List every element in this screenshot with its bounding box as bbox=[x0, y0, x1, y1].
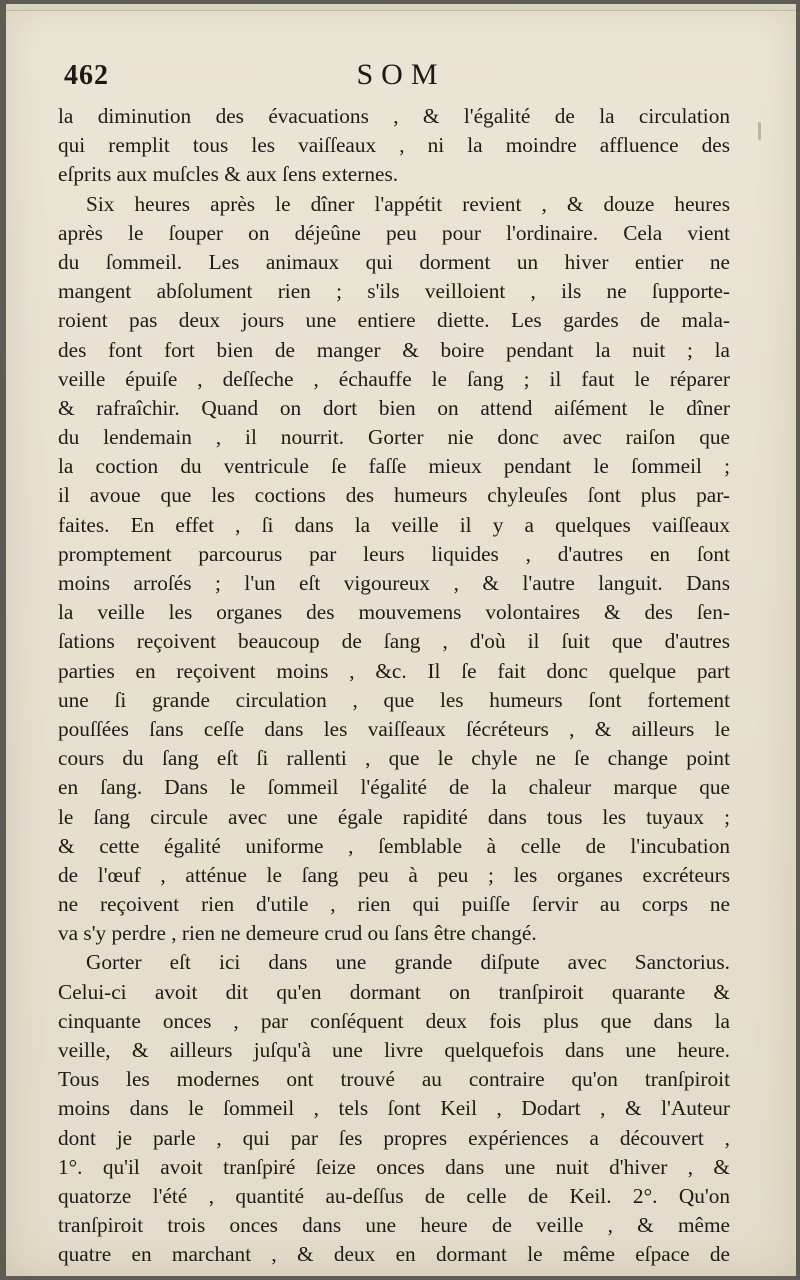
book-page bbox=[6, 4, 796, 1276]
text-line: le ſang circule avec une égale rapidité dans tous les tuyaux ; bbox=[58, 804, 730, 829]
text-line: qui remplit tous les vaiſſeaux , ni la moindre affluence des bbox=[58, 133, 730, 158]
text-line: 1°. qu'il avoit tranſpiré ſeize onces dans une nuit d'hiver , & bbox=[58, 1154, 730, 1179]
running-head: SOM bbox=[356, 58, 446, 91]
text-line: veille, & ailleurs juſqu'à une livre quelquefois dans une heure. bbox=[58, 1038, 730, 1062]
text-line: de l'œuf , atténue le ſang peu à peu ; les organes excréteurs bbox=[58, 862, 730, 887]
text-line: mangent abſolument rien ; s'ils veilloient , ils ne ſupporte- bbox=[58, 279, 730, 304]
text-line: des font fort bien de manger & boire pendant la nuit ; la bbox=[58, 337, 730, 362]
text-line: faites. En effet , ſi dans la veille il y a quelques vaiſſeaux bbox=[58, 512, 730, 537]
margin-mark bbox=[758, 122, 761, 140]
text-line: va s'y perdre , rien ne demeure crud ou ſans être changé. bbox=[58, 921, 537, 946]
text-line: Celui-ci avoit dit qu'en dormant on tranſpiroit quarante & bbox=[58, 979, 730, 1004]
text-line: & rafraîchir. Quand on dort bien on attend aiſément le dîner bbox=[58, 395, 730, 420]
text-line: ne reçoivent rien d'utile , rien qui puiſſe ſervir au corps ne bbox=[58, 892, 730, 917]
text-line: cinquante onces , par conſéquent deux fois plus que dans la bbox=[58, 1008, 730, 1033]
text-line: moins arroſés ; l'un eſt vigoureux , & l'autre languit. Dans bbox=[58, 571, 730, 595]
text-line: en ſang. Dans le ſommeil l'égalité de la chaleur marque que bbox=[58, 775, 730, 800]
text-line: promptement parcourus par leurs liquides , d'autres en ſont bbox=[58, 541, 730, 566]
text-line: du lendemain , il nourrit. Gorter nie donc avec raiſon que bbox=[58, 425, 730, 450]
text-line: dont je parle , qui par ſes propres expériences a découvert , bbox=[58, 1125, 730, 1150]
text-line: Tous les modernes ont trouvé au contraire qu'on tranſpiroit bbox=[58, 1067, 730, 1092]
text-line: la coction du ventricule ſe faſſe mieux pendant le ſommeil ; bbox=[58, 454, 730, 479]
text-line: veille épuiſe , deſſeche , échauffe le ſang ; il faut le réparer bbox=[58, 366, 730, 391]
text-line: il avoue que les coctions des humeurs chyleuſes ſont plus par- bbox=[58, 483, 730, 508]
text-line: après le ſouper on déjeûne peu pour l'ordinaire. Cela vient bbox=[58, 220, 730, 245]
text-line: la veille les organes des mouvemens volontaires & des ſen- bbox=[58, 600, 730, 625]
text-line: ſations reçoivent beaucoup de ſang , d'où il ſuit que d'autres bbox=[58, 629, 730, 654]
text-line: moins dans le ſommeil , tels ſont Keil , Dodart , & l'Auteur bbox=[58, 1096, 730, 1121]
text-line: du ſommeil. Les animaux qui dorment un hiver entier ne bbox=[58, 249, 730, 274]
text-line: tranſpiroit trois onces dans une heure de veille , & même bbox=[58, 1213, 730, 1238]
text-line: roient pas deux jours une entiere diette. Les gardes de mala- bbox=[58, 308, 730, 333]
body-text bbox=[58, 102, 730, 1270]
text-line: quatorze l'été , quantité au-deſſus de celle de Keil. 2°. Qu'on bbox=[58, 1183, 730, 1208]
text-line: pouſſées ſans ceſſe dans les vaiſſeaux ſécréteurs , & ailleurs le bbox=[58, 716, 730, 741]
text-line: Six heures après le dîner l'appétit revient , & douze heures bbox=[86, 191, 730, 216]
text-line: quatre en marchant , & deux en dormant le même eſpace de bbox=[58, 1242, 730, 1267]
text-line: Gorter eſt ici dans une grande diſpute avec Sanctorius. bbox=[86, 950, 730, 975]
text-line: cours du ſang eſt ſi rallenti , que le chyle ne ſe change point bbox=[58, 746, 730, 771]
page-number: 462 bbox=[64, 60, 109, 91]
text-line: parties en reçoivent moins , &c. Il ſe fait donc quelque part bbox=[58, 658, 730, 683]
page-header bbox=[6, 60, 796, 94]
text-line: & cette égalité uniforme , ſemblable à celle de l'incubation bbox=[58, 833, 730, 858]
text-line: la diminution des évacuations , & l'égalité de la circulation bbox=[58, 104, 730, 128]
text-line: une ſi grande circulation , que les humeurs ſont fortement bbox=[58, 687, 730, 712]
text-line: eſprits aux muſcles & aux ſens externes. bbox=[58, 162, 399, 187]
